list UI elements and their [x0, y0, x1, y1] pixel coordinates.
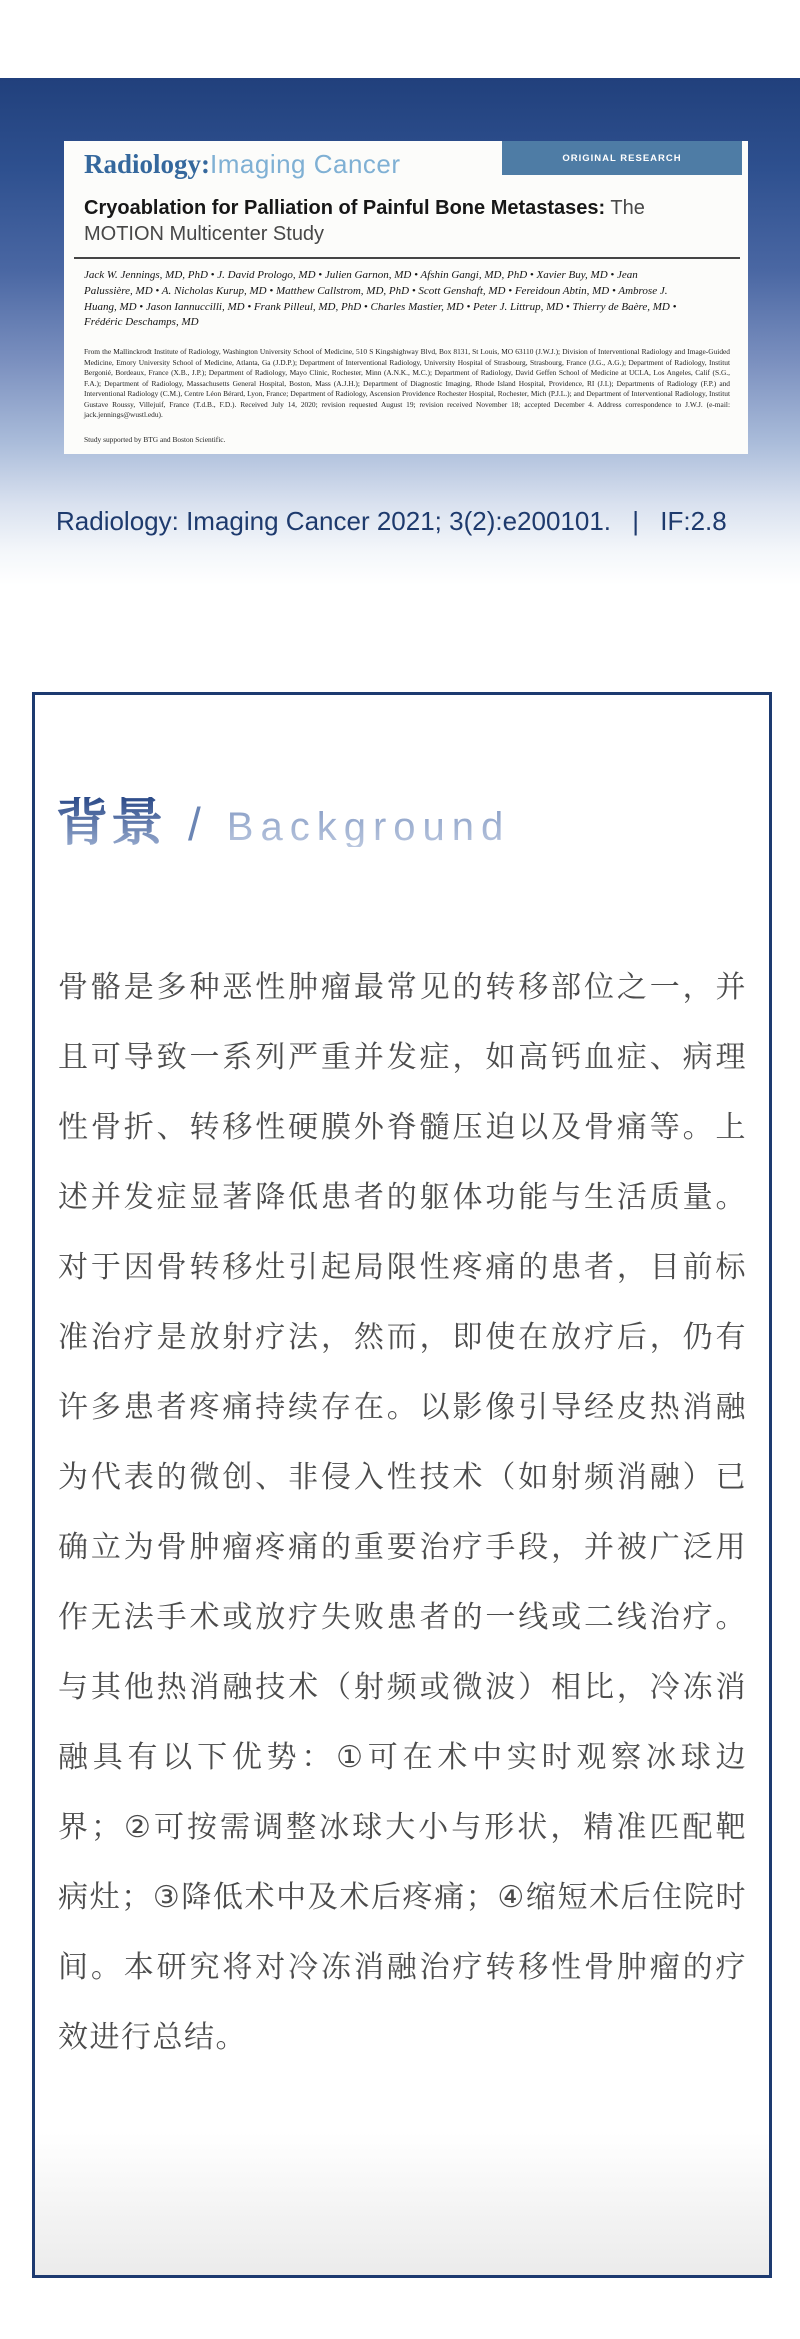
citation-line — [0, 506, 800, 537]
journal-name-serif: Radiology: — [84, 149, 211, 179]
journal-name-light: Imaging Cancer — [210, 149, 401, 179]
section-heading — [56, 794, 769, 852]
paper-title-light: The MOTION Multicenter Study — [84, 197, 645, 246]
paper-authors: Jack W. Jennings, MD, PhD • J. David Prologo, MD • Julien Garnon, MD • Afshin Gangi, MD, PhD • Xavier Buy, MD • Jean Palussière, MD • A. Nicholas Kurup, MD • Matthew Callstrom, MD, PhD • Scott Genshaft, MD • Fereidoun Abtin, MD • Ambrose J. Huang, MD • Jason Iannuccilli, MD • Frank Pilleul, MD, PhD • Charles Mastier, MD • Peter J. Littrup, MD • Thierry de Baère, MD • Frédéric Deschamps, MD — [84, 269, 677, 329]
citation-reference: Radiology: Imaging Cancer 2021; 3(2):e200101. — [56, 506, 612, 536]
section-heading-chinese: 背景 — [56, 794, 167, 852]
paper-support-note: Study supported by BTG and Boston Scientific. — [84, 435, 226, 444]
title-divider-rule — [74, 257, 740, 259]
paper-title-bold: Cryoablation for Palliation of Painful Bone Metastases: — [84, 197, 606, 219]
section-heading-english: Background — [226, 805, 511, 849]
paper-affiliations: From the Mallinckrodt Institute of Radiology, Washington University School of Medicine, 510 S Kingshighway Blvd, Box 8131, St Louis, MO 63110 (J.W.J.); Division of Interventional Radiology and Image-Guided Medicine, Emory University School of Medicine, Atlanta, Ga (J.D.P.); Department of Interventional Radiology, University Hospital of Strasbourg, Strasbourg, France (J.G., A.G.); Department of Radiology, Institut Bergonié, Bordeaux, France (X.B., J.P.); Department of Radiology, Mayo Clinic, Rochester, Minn (A.N.K., M.C.); Department of Radiology, David Geffen School of Medicine at UCLA, Los Angeles, Calif (S.G., F.A.); Department of Radiology, Massachusetts General Hospital, Boston, Mass (A.J.H.); Department of Diagnostic Imaging, Rhode Island Hospital, Providence, RI (J.I.); Departments of Radiology (F.P.) and Interventional Radiology (C.M.), Centre Léon Bérard, Lyon, France; Department of Radiology, Ascension Providence Rochester Hospital, Rochester, Mich (P.J.L.); and Department of Interventional Radiology, Institut Gustave Roussy, Villejuif, France (T.d.B., F.D.). Received July 14, 2020; revision requested August 19; revision received November 18; accepted December 4. Address correspondence to J.W.J. (e-mail: jack.jennings@wustl.edu). — [84, 347, 730, 420]
original-research-badge — [502, 141, 742, 175]
background-section-card — [32, 692, 772, 2278]
citation-divider: | — [632, 506, 640, 536]
impact-factor: IF:2.8 — [660, 506, 727, 536]
background-paragraph: 骨骼是多种恶性肿瘤最常见的转移部位之一，并且可导致一系列严重并发症，如高钙血症、病理性骨折、转移性硬膜外脊髓压迫以及骨痛等。上述并发症显著降低患者的躯体功能与生活质量。对于因骨转移灶引起局限性疼痛的患者，目前标准治疗是放射疗法，然而，即使在放疗后，仍有许多患者疼痛持续存在。以影像引导经皮热消融为代表的微创、非侵入性技术（如射频消融）已确立为骨肿瘤疼痛的重要治疗手段，并被广泛用作无法手术或放疗失败患者的一线或二线治疗。与其他热消融技术（射频或微波）相比，冷冻消融具有以下优势：①可在术中实时观察冰球边界；②可按需调整冰球大小与形状，精准匹配靶病灶；③降低术中及术后疼痛；④缩短术后住院时间。本研究将对冷冻消融治疗转移性骨肿瘤的疗效进行总结。 — [58, 971, 747, 2054]
paper-title — [84, 195, 714, 248]
heading-slash-separator: / — [188, 798, 201, 850]
journal-masthead — [84, 149, 401, 180]
paper-first-page — [64, 141, 748, 454]
original-research-badge-label: ORIGINAL RESEARCH — [562, 152, 682, 164]
